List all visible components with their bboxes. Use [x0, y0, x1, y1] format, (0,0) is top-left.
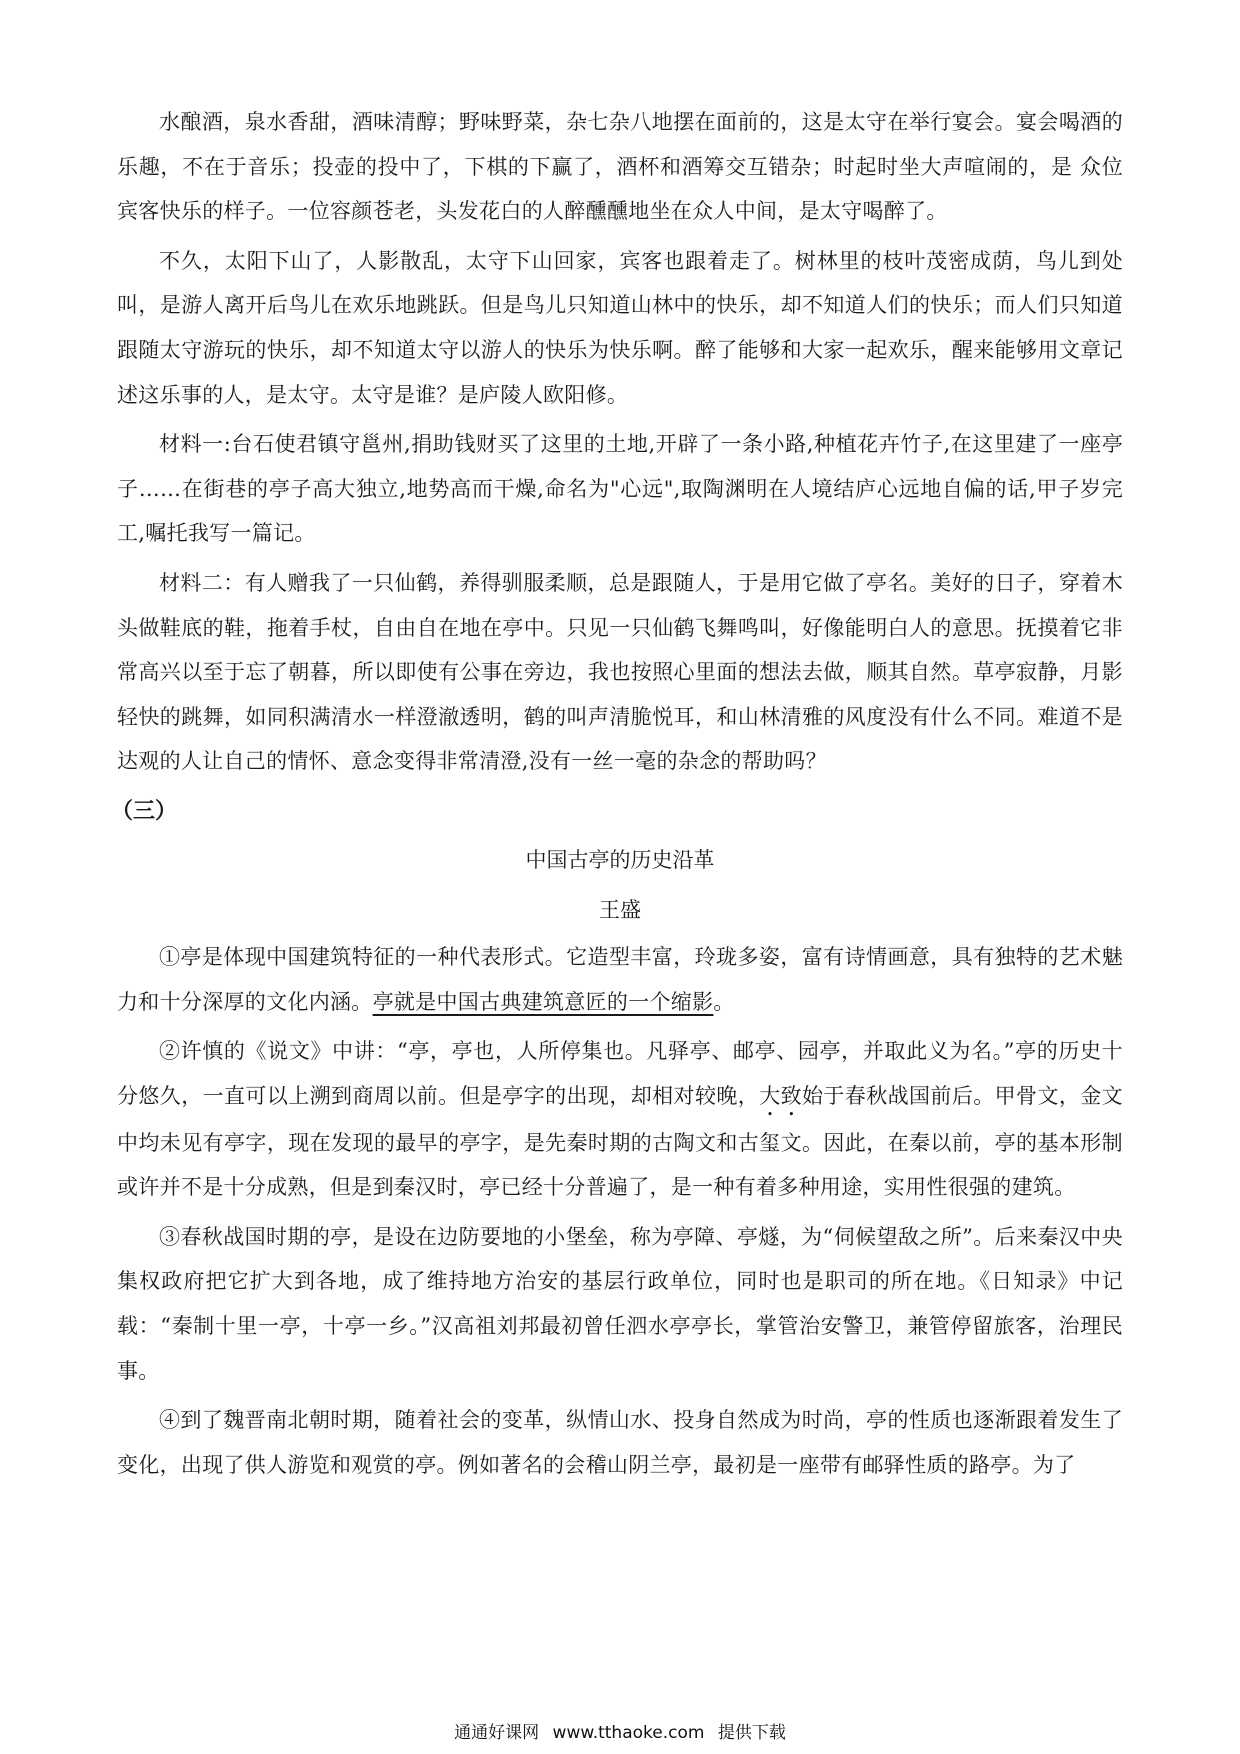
material-one-paragraph: 材料一:台石使君镇守邕州,捐助钱财买了这里的土地,开辟了一条小路,种植花卉竹子,在这里建了一座亭子……在街巷的亭子高大独立,地势高而干燥,命名为"心远",取陶渊明在人境结庐心远地自偏的话,甲子岁完工,嘱托我写一篇记。 — [117, 432, 1123, 546]
p2-text-b: 始于春秋战国前后。甲骨文，金文中均未见有亭字，现在发现的最早的亭字，是先秦时期的古陶文和古玺文。因此，在秦以前，亭的基本形制或许并不是十分成熟，但是到秦汉时，亭已经十分普遍了，是一种有着多种用途，实用性很强的建筑。 — [117, 1083, 1123, 1200]
article-paragraph-1 — [117, 935, 1123, 1024]
article-paragraph-3: ③春秋战国时期的亭，是设在边防要地的小堡垒，称为亭障、亭燧，为“伺候望敌之所”。后来秦汉中央集权政府把它扩大到各地，成了维持地方治安的基层行政单位，同时也是职司的所在地。《日知录》中记载：“秦制十里一亭，十亭一乡。”汉高祖刘邦最初曾任泗水亭亭长，掌管治安警卫，兼管停留旅客，治理民事。 — [117, 1224, 1123, 1383]
material-two-paragraph: 材料二：有人赠我了一只仙鹤，养得驯服柔顺，总是跟随人，于是用它做了亭名。美好的日子，穿着木头做鞋底的鞋，拖着手杖，自由自在地在亭中。只见一只仙鹤飞舞鸣叫，好像能明白人的意思。抚摸着它非常高兴以至于忘了朝暮，所以即使有公事在旁边，我也按照心里面的想法去做，顺其自然。草亭寂静，月影轻快的跳舞，如同积满清水一样澄澈透明，鹤的叫声清脆悦耳，和山林清雅的风度没有什么不同。难道不是达观的人让自己的情怀、意念变得非常清澄,没有一丝一毫的杂念的帮助吗？ — [117, 570, 1123, 774]
page-footer — [0, 1718, 1240, 1743]
page-content — [111, 100, 1123, 1492]
article-author: 王盛 — [599, 897, 641, 922]
section-label: （三） — [111, 798, 178, 824]
p2-text-a: ②许慎的《说文》中讲：“亭，亭也，人所停集也。凡驿亭、邮亭、园亭，并取此义为名。”亭的历史十分悠久，一直可以上溯到商周以前。但是亭字的出现，却相对较晚， — [117, 1039, 1123, 1108]
article-paragraph-4: ④到了魏晋南北朝时期，随着社会的变革，纵情山水、投身自然成为时尚，亭的性质也逐渐跟着发生了变化，出现了供人游览和观赏的亭。例如著名的会稽山阴兰亭，最初是一座带有邮驿性质的路亭。为了 — [117, 1408, 1123, 1477]
article-paragraph-2 — [117, 1029, 1123, 1210]
p1-end: 。 — [713, 989, 735, 1014]
footer-site-name: 通通好课网 — [454, 1723, 540, 1743]
translation-paragraph-1: 水酿酒，泉水香甜，酒味清醇；野味野菜，杂七杂八地摆在面前的，这是太守在举行宴会。宴会喝酒的乐趣，不在于音乐；投壶的投中了，下棋的下赢了，酒杯和酒筹交互错杂；时起时坐大声喧闹的，是 众位宾客快乐的样子。一位容颜苍老，头发花白的人醉醺醺地坐在众人中间，是太守喝醉了。 — [117, 110, 1123, 224]
footer-suffix: 提供下载 — [717, 1723, 786, 1743]
footer-url[interactable]: www.tthaoke.com — [552, 1723, 705, 1743]
article-title: 中国古亭的历史沿革 — [525, 847, 715, 872]
p1-underlined-sentence: 亭就是中国古典建筑意匠的一个缩影 — [372, 989, 714, 1014]
p1-text: ①亭是体现中国建筑特征的一种代表形式。它造型丰富，玲珑多姿，富有诗情画意，具有独特的艺术魅力和十分深厚的文化内涵。 — [117, 944, 1123, 1014]
translation-paragraph-2: 不久，太阳下山了，人影散乱，太守下山回家，宾客也跟着走了。树林里的枝叶茂密成荫，鸟儿到处叫，是游人离开后鸟儿在欢乐地跳跃。但是鸟儿只知道山林中的快乐，却不知道人们的快乐；而人们只知道跟随太守游玩的快乐，却不知道太守以游人的快乐为快乐啊。醉了能够和大家一起欢乐，醒来能够用文章记述这乐事的人，是太守。太守是谁？是庐陵人欧阳修。 — [117, 248, 1123, 407]
p2-dotted-word: 大致 — [759, 1083, 802, 1108]
